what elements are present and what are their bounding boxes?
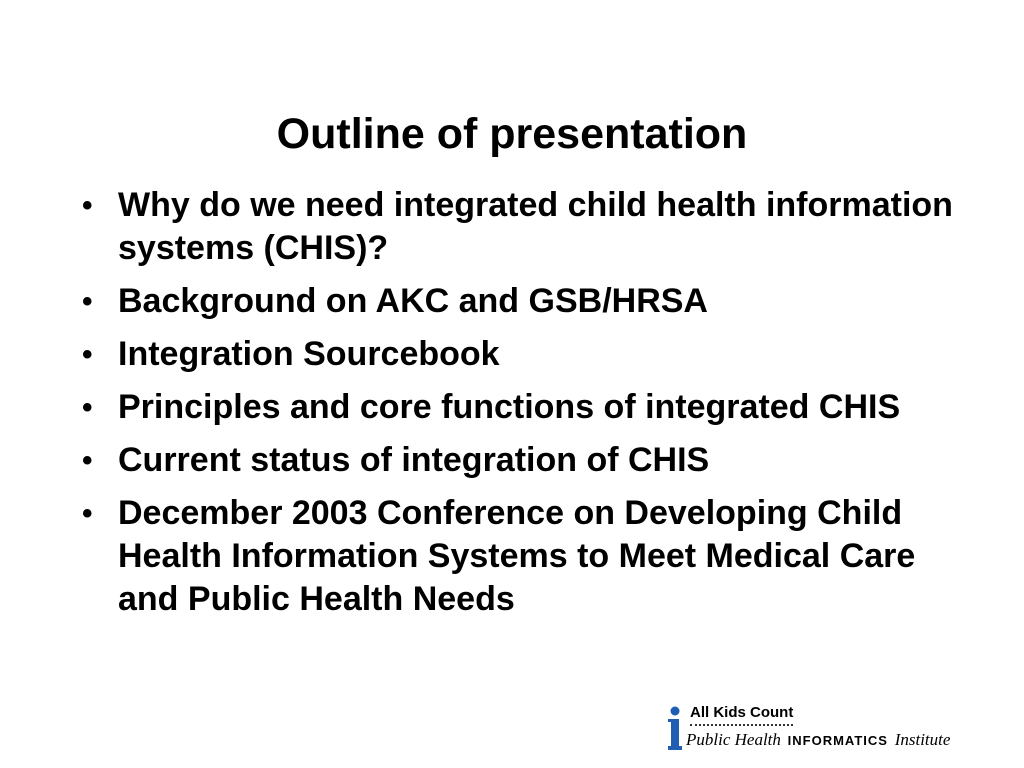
organization-logo xyxy=(664,704,1004,754)
bullet-text: Background on AKC and GSB/HRSA xyxy=(118,282,708,320)
bullet-text: Principles and core functions of integrated CHIS xyxy=(118,388,901,426)
bullet-icon: • xyxy=(82,391,93,424)
bullet-text: Integration Sourcebook xyxy=(118,335,500,373)
bullet-text: December 2003 Conference on Developing Child Health Information Systems to Meet Medical Care and Public Health Needs xyxy=(118,494,916,618)
bullet-icon: • xyxy=(82,285,93,318)
logo-text-public-health: Public Health xyxy=(686,730,781,749)
list-item xyxy=(78,184,958,270)
list-item xyxy=(78,333,958,376)
bullet-text: Current status of integration of CHIS xyxy=(118,441,710,479)
bullet-icon: • xyxy=(82,189,93,222)
bullet-list xyxy=(78,184,958,631)
list-item xyxy=(78,492,958,621)
bullet-icon: • xyxy=(82,338,93,371)
bullet-icon: • xyxy=(82,444,93,477)
bullet-text: Why do we need integrated child health information systems (CHIS)? xyxy=(118,186,953,267)
list-item xyxy=(78,280,958,323)
logo-bottom-text xyxy=(686,730,950,751)
list-item xyxy=(78,386,958,429)
list-item xyxy=(78,439,958,482)
bullet-icon: • xyxy=(82,497,93,530)
info-i-icon xyxy=(668,706,682,752)
logo-text-informatics: INFORMATICS xyxy=(787,733,888,748)
logo-top-text: All Kids Count xyxy=(690,704,793,726)
logo-text-institute: Institute xyxy=(894,730,951,749)
slide-title: Outline of presentation xyxy=(276,110,748,158)
